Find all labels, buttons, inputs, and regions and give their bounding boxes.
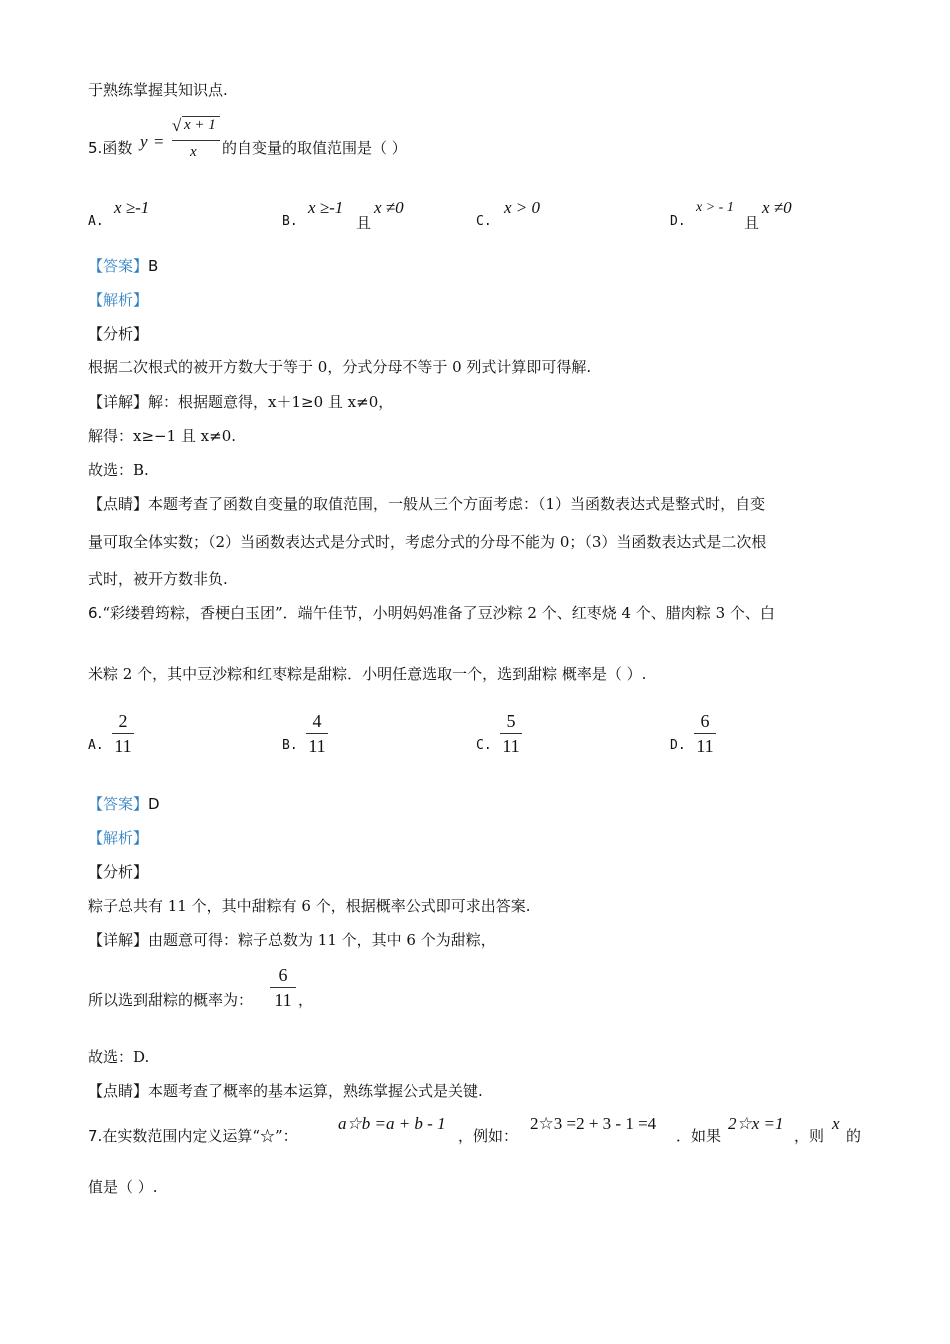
dianjing-tag: 【点睛】 (88, 495, 149, 513)
question-text: “彩缕碧筠粽，香梗白玉团”．端午佳节，小明妈妈准备了豆沙粽 2 个、红枣烧 4 个、腊肉粽 3 个、白 (102, 604, 775, 622)
option-expr: x > - 1 (696, 200, 734, 215)
choose-line: 故选：D. (88, 1048, 150, 1066)
analysis-tag: 【解析】 (88, 291, 149, 309)
option-letter: B. (282, 738, 298, 753)
option-letter: D. (670, 214, 686, 229)
option-letter: A. (88, 214, 104, 229)
question-5-suffix: 的自变量的取值范围是（ ） (222, 139, 407, 157)
question-number: 5. (88, 139, 103, 157)
fraction-numerator: 4 (312, 711, 322, 731)
fraction-numerator: 5 (506, 711, 516, 731)
question-7-stem (88, 1126, 298, 1146)
dianjing-text: 本题考查了函数自变量的取值范围，一般从三个方面考虑：（1）当函数表达式是整式时，自变 (148, 495, 766, 513)
question-number: 7. (88, 1127, 103, 1145)
question-number: 6. (88, 604, 103, 622)
option-expr2: x ≠0 (374, 198, 404, 217)
option-expr: x ≥-1 (114, 198, 150, 217)
answer-value: D (148, 795, 160, 813)
question-text: 在实数范围内定义运算“☆”： (102, 1127, 298, 1145)
formula-lhs: y (140, 132, 148, 151)
answer-value: B (148, 257, 159, 275)
detail-tag: 【详解】 (88, 393, 149, 411)
operation-definition: a☆b =a + b - 1 (338, 1114, 446, 1133)
question-prefix: 函数 (102, 139, 133, 157)
option-letter: B. (282, 214, 298, 229)
dianjing-tag: 【点睛】 (88, 1082, 149, 1100)
detail-prefix: 所以选到甜粽的概率为： (88, 991, 254, 1009)
fenxi-text: 根据二次根式的被开方数大于等于 0，分式分母不等于 0 列式计算即可得解. (88, 358, 592, 376)
option-expr: x ≥-1 (308, 198, 344, 217)
answer-line (88, 256, 158, 276)
fraction-denominator: 11 (696, 736, 714, 756)
option-letter: D. (670, 738, 686, 753)
option-and: 且 (356, 214, 372, 232)
dianjing-line (88, 1081, 483, 1101)
option-and: 且 (744, 214, 760, 232)
answer-tag: 【答案】 (88, 795, 149, 813)
probability-fraction (270, 964, 296, 1011)
condition-prefix: ．如果 (676, 1127, 722, 1145)
fenxi-tag: 【分析】 (88, 325, 149, 343)
option-fraction (112, 710, 134, 757)
option-expr2: x ≠0 (762, 198, 792, 217)
dianjing-line-2: 量可取全体实数；（2）当函数表达式是分式时，考虑分式的分母不能为 0；（3）当函数表达式是二次根 (88, 533, 767, 551)
option-fraction (306, 710, 328, 757)
detail-line (88, 930, 496, 950)
question-7-line-2: 值是（ ）. (88, 1178, 158, 1196)
option-fraction (694, 710, 716, 757)
detail-suffix: ， (298, 991, 314, 1009)
variable-x: x (832, 1114, 840, 1133)
then-text: ，则 (794, 1127, 825, 1145)
answer-tag: 【答案】 (88, 257, 149, 275)
fraction-denominator: 11 (274, 990, 292, 1010)
of-text: 的 (846, 1127, 862, 1145)
detail-tag: 【详解】 (88, 931, 149, 949)
detail-line-2 (88, 990, 253, 1010)
fraction-denominator: 11 (502, 736, 520, 756)
dianjing-line-3: 式时，被开方数非负. (88, 570, 228, 588)
question-6-stem-2: 米粽 2 个，其中豆沙粽和红枣粽是甜粽．小明任意选取一个，选到甜粽 概率是（ ）. (88, 665, 647, 683)
detail-line (88, 392, 393, 412)
question-5-stem (88, 138, 132, 158)
detail-text: 解：根据题意得，x＋1≥0 且 x≠0， (148, 393, 394, 411)
example-prefix: ，例如： (458, 1127, 519, 1145)
answer-line (88, 794, 160, 814)
fraction-numerator: 6 (278, 965, 288, 985)
operation-example: 2☆3 =2 + 3 - 1 =4 (530, 1114, 657, 1133)
choose-line: 故选：B. (88, 461, 149, 479)
detail-text: 由题意可得：粽子总数为 11 个，其中 6 个为甜粽， (148, 931, 496, 949)
detail-line-2: 解得：x≥−1 且 x≠0. (88, 427, 237, 445)
formula-denominator: x (190, 144, 197, 160)
fraction-numerator: 2 (118, 711, 128, 731)
fraction-denominator: 11 (308, 736, 326, 756)
formula-eq: = (154, 132, 164, 151)
fraction-numerator: 6 (700, 711, 710, 731)
option-letter: C. (476, 214, 492, 229)
dianjing-line-1 (88, 494, 765, 514)
fraction-denominator: 11 (114, 736, 132, 756)
option-letter: A. (88, 738, 104, 753)
option-fraction (500, 710, 522, 757)
fenxi-text: 粽子总共有 11 个，其中甜粽有 6 个，根据概率公式即可求出答案. (88, 897, 531, 915)
formula-radicand: x + 1 (182, 116, 220, 134)
dianjing-text: 本题考查了概率的基本运算，熟练掌握公式是关键. (148, 1082, 483, 1100)
option-letter: C. (476, 738, 492, 753)
question-6-stem-1 (88, 603, 775, 623)
continuation-text: 于熟练掌握其知识点. (88, 81, 228, 99)
fenxi-tag: 【分析】 (88, 863, 149, 881)
analysis-tag: 【解析】 (88, 829, 149, 847)
operation-condition: 2☆x =1 (728, 1114, 784, 1133)
option-expr: x > 0 (504, 198, 541, 217)
